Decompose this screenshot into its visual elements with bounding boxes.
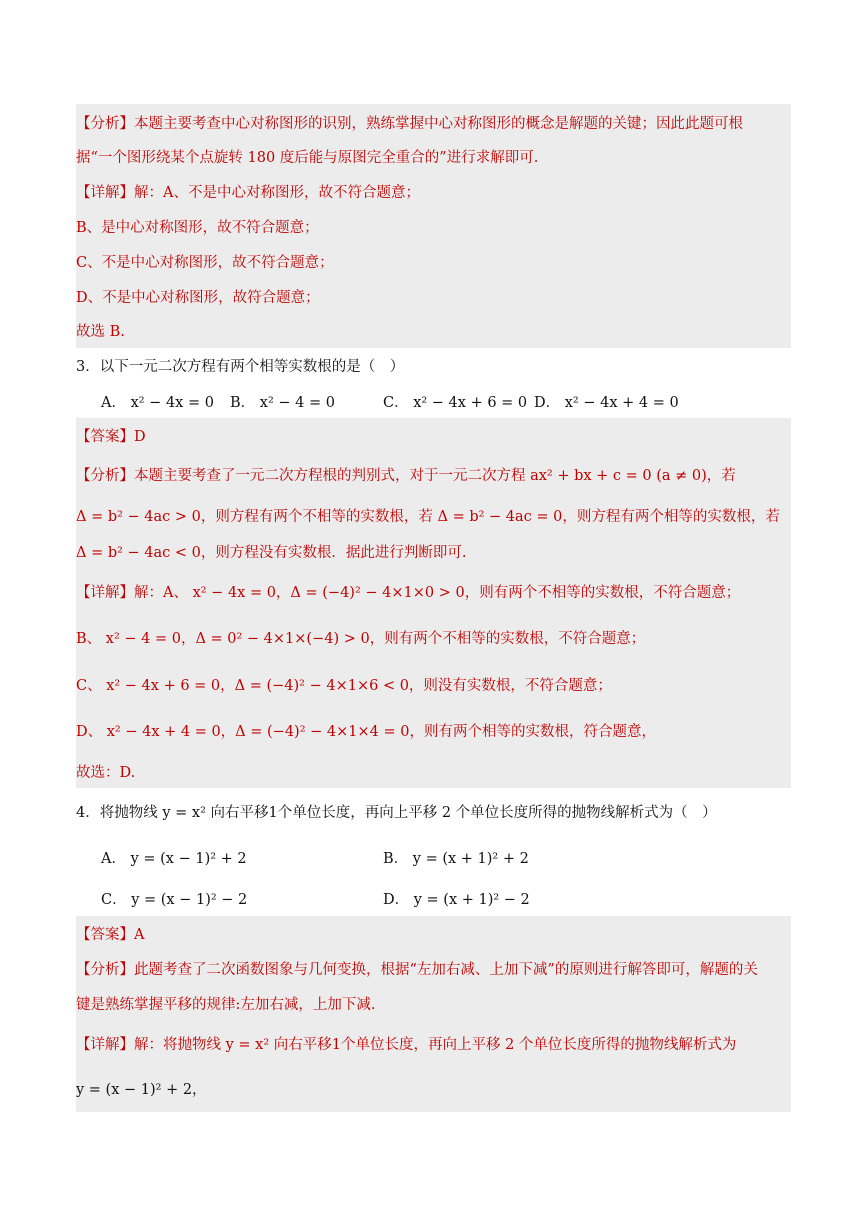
option-c: C． y = (x − 1)² − 2 xyxy=(101,892,248,908)
detail-text: D、 x² − 4x + 4 = 0，Δ = (−4)² − 4×1×4 = 0，则有两个相等的实数根，符合题意， xyxy=(76,724,656,740)
detail-text: B、 x² − 4 = 0，Δ = 0² − 4×1×(−4) > 0，则有两个不相等的实数根，不符合题意； xyxy=(76,631,646,647)
option-b: B． y = (x + 1)² + 2 xyxy=(383,851,529,867)
question-stem: 4．将抛物线 y = x² 向右平移1个单位长度，再向上平移 2 个单位长度所得的抛物线解析式为（ ） xyxy=(76,805,717,821)
detail-text: 【详解】解：将抛物线 y = x² 向右平移1个单位长度，再向上平移 2 个单位长度所得的抛物线解析式为 xyxy=(76,1037,737,1053)
analysis-text: 键是熟练掌握平移的规律:左加右减，上加下减. xyxy=(76,997,376,1013)
detail-text: C、 x² − 4x + 6 = 0，Δ = (−4)² − 4×1×6 < 0，则没有实数根，不符合题意； xyxy=(76,678,612,694)
detail-text: D、不是中心对称图形，故符合题意； xyxy=(76,290,320,306)
detail-formula: y = (x − 1)² + 2， xyxy=(76,1082,207,1098)
analysis-text: Δ = b² − 4ac < 0，则方程没有实数根．据此进行判断即可. xyxy=(76,545,467,561)
detail-text: 故选：D. xyxy=(76,765,136,781)
detail-text: B、是中心对称图形，故不符合题意； xyxy=(76,220,319,236)
analysis-text: Δ = b² − 4ac > 0，则方程有两个不相等的实数根，若 Δ = b² − 4ac = 0，则方程有两个相等的实数根，若 xyxy=(76,509,780,525)
detail-text: C、不是中心对称图形，故不符合题意； xyxy=(76,255,334,271)
option-a: A． x² − 4x = 0 xyxy=(101,395,214,411)
detail-text: 【详解】解：A、 x² − 4x = 0，Δ = (−4)² − 4×1×0 > 0，则有两个不相等的实数根，不符合题意； xyxy=(76,585,741,601)
option-d: D． y = (x + 1)² − 2 xyxy=(383,892,530,908)
option-b: B． x² − 4 = 0 xyxy=(230,395,335,411)
analysis-text: 据“一个图形绕某个点旋转 180 度后能与原图完全重合的”进行求解即可. xyxy=(76,150,539,166)
option-a: A． y = (x − 1)² + 2 xyxy=(101,851,247,867)
detail-text: 【详解】解：A、不是中心对称图形，故不符合题意； xyxy=(76,185,420,201)
option-d: D． x² − 4x + 4 = 0 xyxy=(534,395,679,411)
answer-text: 【答案】A xyxy=(76,927,145,943)
analysis-text: 【分析】本题主要考查了一元二次方程根的判别式，对于一元二次方程 ax² + bx + c = 0 (a ≠ 0)，若 xyxy=(76,468,736,484)
option-c: C． x² − 4x + 6 = 0 xyxy=(383,395,528,411)
analysis-text: 【分析】本题主要考查中心对称图形的识别，熟练掌握中心对称图形的概念是解题的关键；因此此题可根 xyxy=(76,116,743,132)
analysis-text: 【分析】此题考查了二次函数图象与几何变换，根据“左加右减、上加下减”的原则进行解答即可，解题的关 xyxy=(76,962,758,978)
question-stem: 3．以下一元二次方程有两个相等实数根的是（ ） xyxy=(76,359,405,375)
answer-text: 【答案】D xyxy=(76,429,146,445)
detail-text: 故选 B. xyxy=(76,324,125,340)
